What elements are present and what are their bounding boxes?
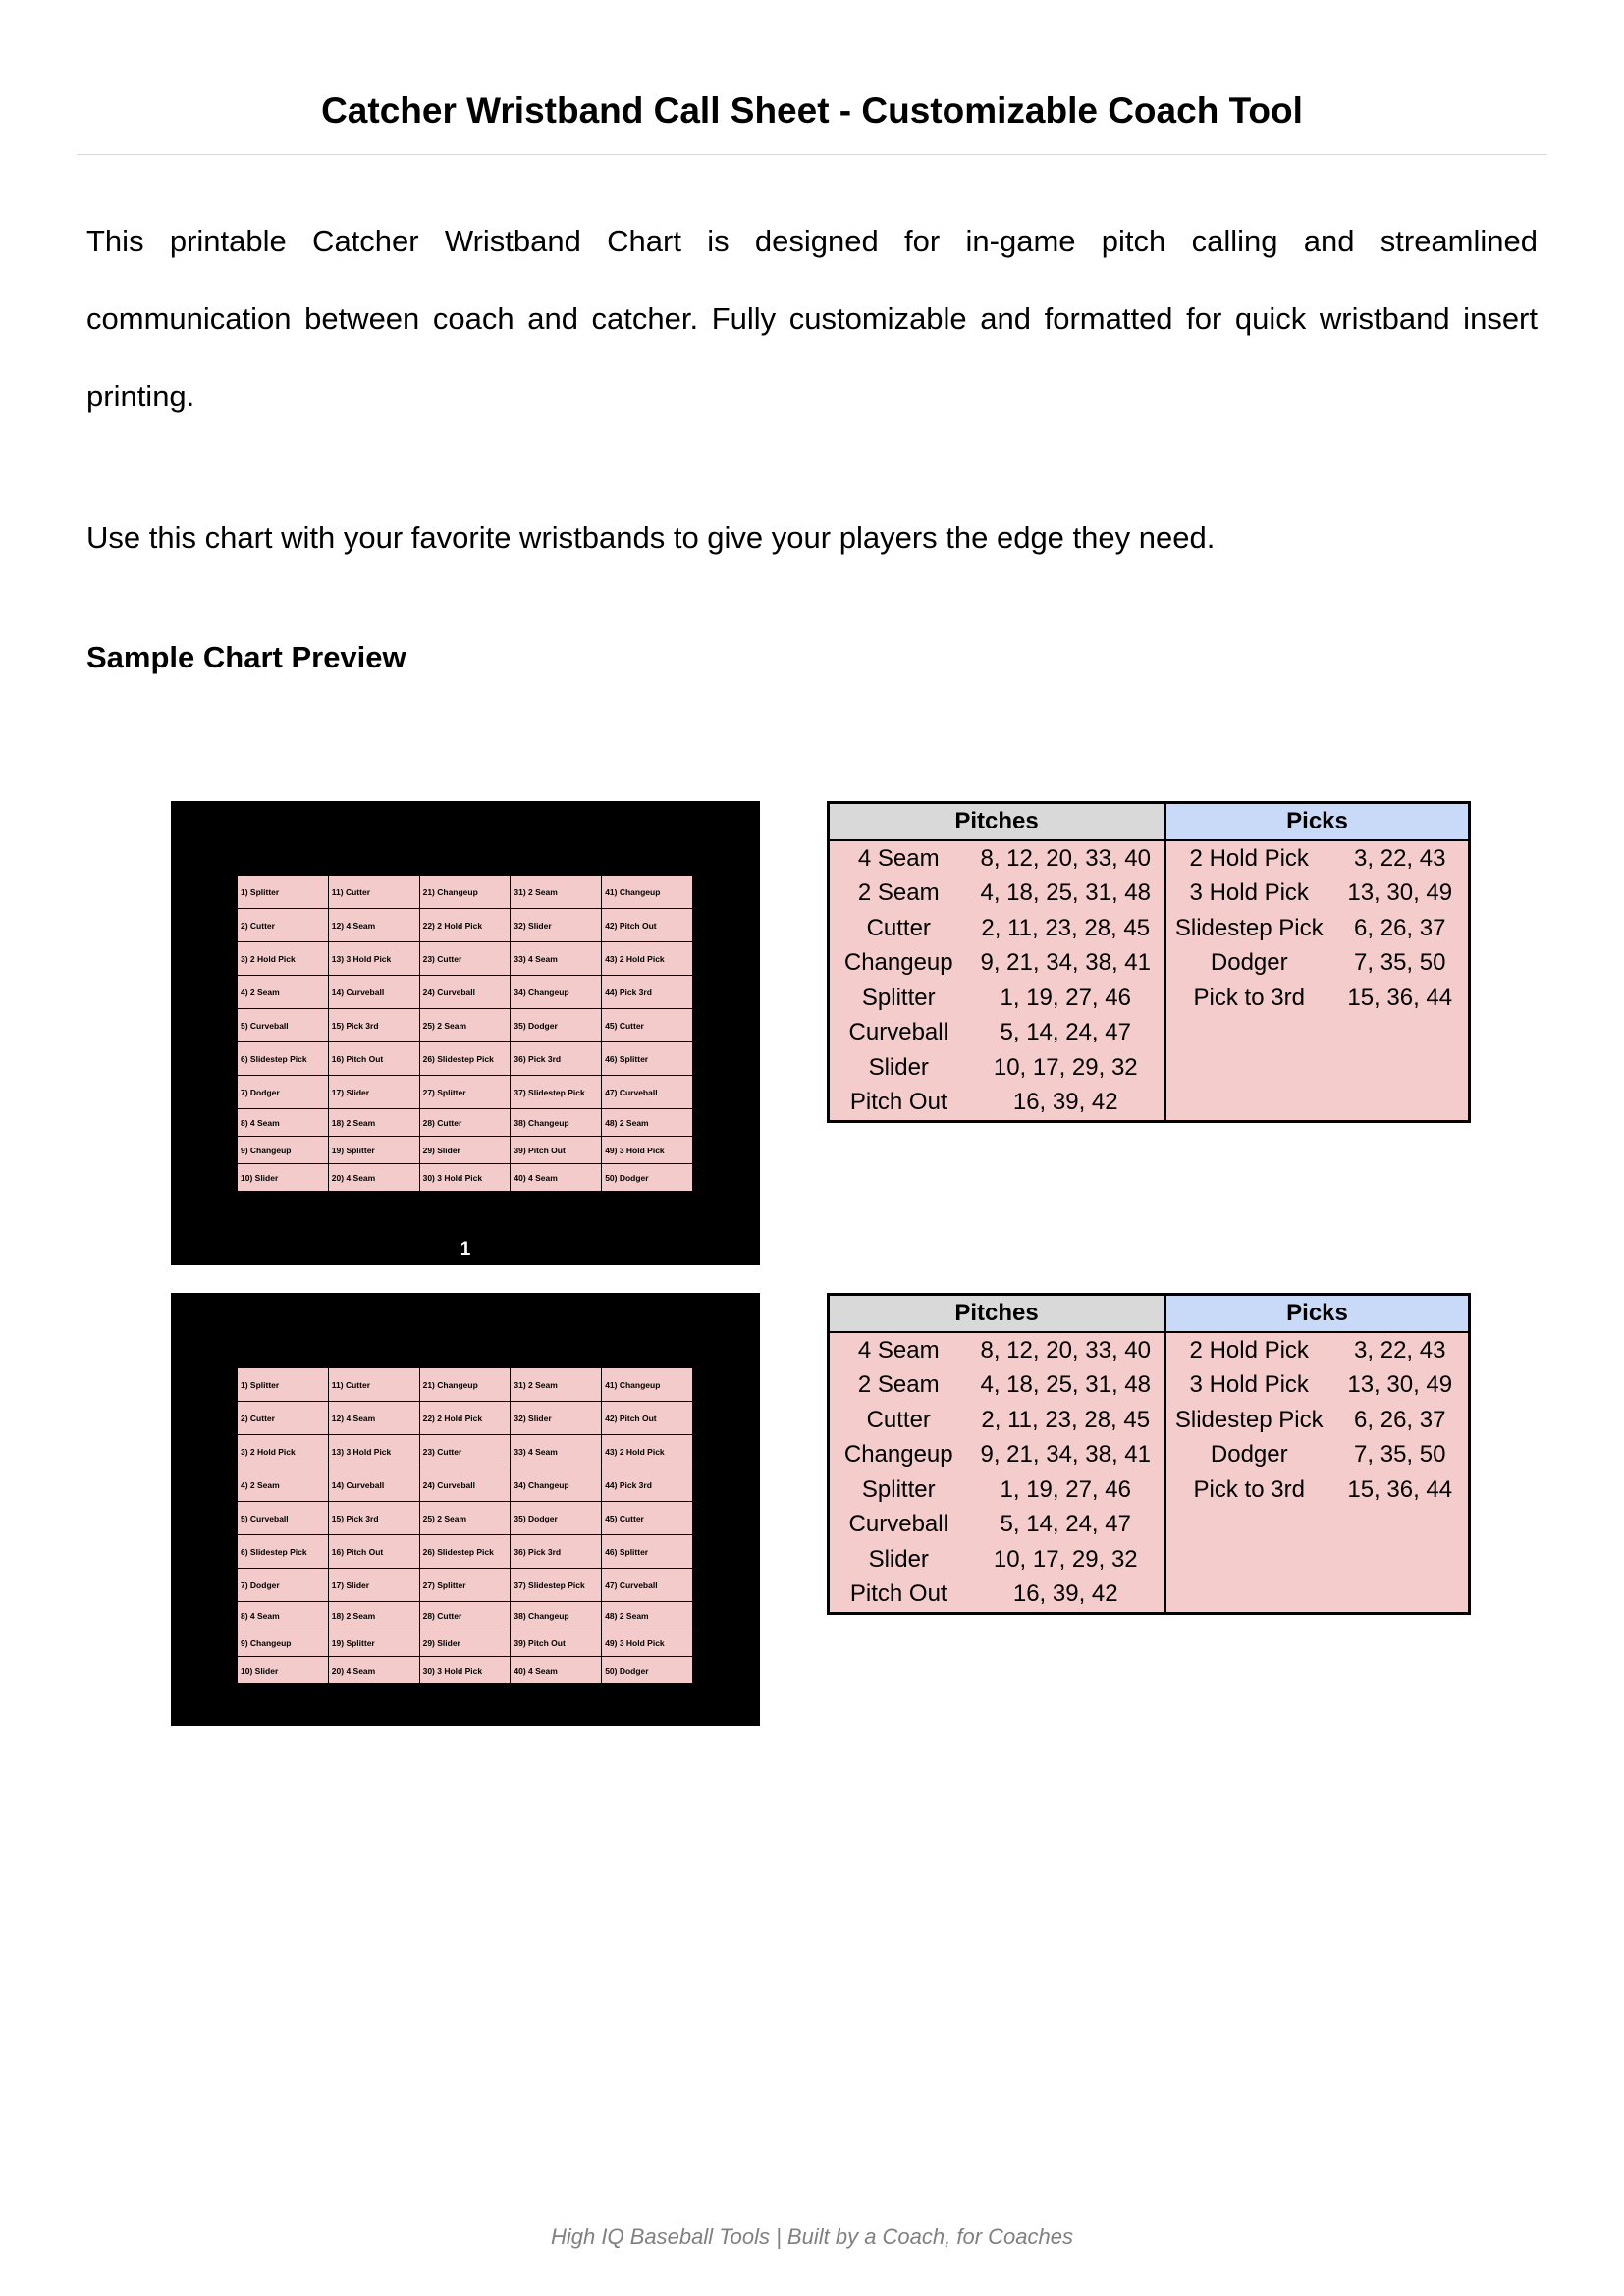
pick-numbers: 13, 30, 49 — [1332, 877, 1470, 912]
key-row — [829, 981, 1470, 1016]
wristband-cell: 22) 2 Hold Pick — [419, 1402, 511, 1435]
section-heading: Sample Chart Preview — [86, 640, 406, 674]
pick-numbers — [1332, 1016, 1470, 1051]
pitch-name: Pitch Out — [829, 1086, 968, 1122]
wristband-cell: 23) Cutter — [419, 1435, 511, 1468]
pitch-name: 4 Seam — [829, 1332, 968, 1368]
wristband-cell: 7) Dodger — [238, 1076, 329, 1109]
wristband-cell: 39) Pitch Out — [511, 1137, 602, 1164]
wristband-cell: 17) Slider — [328, 1569, 419, 1602]
pitch-numbers: 2, 11, 23, 28, 45 — [968, 1403, 1165, 1438]
wristband-cell: 1) Splitter — [238, 876, 329, 909]
wristband-cell: 20) 4 Seam — [328, 1164, 419, 1192]
pick-numbers — [1332, 1577, 1470, 1614]
pitch-name: 4 Seam — [829, 840, 968, 877]
wristband-row — [238, 1502, 693, 1535]
pitch-name: Cutter — [829, 911, 968, 946]
wristband-row — [238, 1137, 693, 1164]
key-row — [829, 1438, 1470, 1473]
wristband-cell: 32) Slider — [511, 1402, 602, 1435]
pick-numbers — [1332, 1086, 1470, 1122]
wristband-cell: 29) Slider — [419, 1137, 511, 1164]
pick-name — [1165, 1086, 1332, 1122]
wristband-preview — [171, 1293, 760, 1726]
wristband-cell: 36) Pick 3rd — [511, 1535, 602, 1569]
pitch-name: 2 Seam — [829, 877, 968, 912]
pick-name — [1165, 1508, 1332, 1543]
wristband-row — [238, 1402, 693, 1435]
wristband-cell: 3) 2 Hold Pick — [238, 1435, 329, 1468]
key-row — [829, 877, 1470, 912]
wristband-cell: 10) Slider — [238, 1164, 329, 1192]
wristband-row — [238, 1009, 693, 1042]
wristband-cell: 18) 2 Seam — [328, 1109, 419, 1137]
pitch-numbers: 9, 21, 34, 38, 41 — [968, 946, 1165, 982]
wristband-cell: 15) Pick 3rd — [328, 1502, 419, 1535]
pick-name: 2 Hold Pick — [1165, 1332, 1332, 1368]
wristband-cell: 47) Curveball — [602, 1076, 693, 1109]
pitch-numbers: 4, 18, 25, 31, 48 — [968, 877, 1165, 912]
wristband-cell: 41) Changeup — [602, 876, 693, 909]
wristband-cell: 32) Slider — [511, 909, 602, 942]
pick-name: Slidestep Pick — [1165, 1403, 1332, 1438]
wristband-cell: 42) Pitch Out — [602, 909, 693, 942]
pick-numbers: 15, 36, 44 — [1332, 981, 1470, 1016]
pitch-name: Pitch Out — [829, 1577, 968, 1614]
pitch-numbers: 16, 39, 42 — [968, 1086, 1165, 1122]
wristband-cell: 6) Slidestep Pick — [238, 1535, 329, 1569]
wristband-cell: 3) 2 Hold Pick — [238, 942, 329, 976]
key-row — [829, 946, 1470, 982]
wristband-cell: 18) 2 Seam — [328, 1602, 419, 1629]
pick-numbers: 13, 30, 49 — [1332, 1368, 1470, 1404]
pick-numbers: 6, 26, 37 — [1332, 911, 1470, 946]
wristband-cell: 27) Splitter — [419, 1569, 511, 1602]
wristband-cell: 29) Slider — [419, 1629, 511, 1657]
pick-name — [1165, 1542, 1332, 1577]
key-row — [829, 911, 1470, 946]
pitch-numbers: 2, 11, 23, 28, 45 — [968, 911, 1165, 946]
wristband-cell: 37) Slidestep Pick — [511, 1076, 602, 1109]
wristband-cell: 11) Cutter — [328, 1368, 419, 1402]
wristband-cell: 13) 3 Hold Pick — [328, 1435, 419, 1468]
key-row — [829, 1016, 1470, 1051]
wristband-cell: 27) Splitter — [419, 1076, 511, 1109]
wristband-cell: 26) Slidestep Pick — [419, 1535, 511, 1569]
wristband-cell: 2) Cutter — [238, 909, 329, 942]
pick-numbers: 3, 22, 43 — [1332, 1332, 1470, 1368]
pick-name: 3 Hold Pick — [1165, 877, 1332, 912]
wristband-cell: 9) Changeup — [238, 1629, 329, 1657]
wristband-cell: 5) Curveball — [238, 1502, 329, 1535]
wristband-cell: 19) Splitter — [328, 1629, 419, 1657]
wristband-cell: 45) Cutter — [602, 1009, 693, 1042]
wristband-cell: 16) Pitch Out — [328, 1535, 419, 1569]
wristband-row — [238, 1435, 693, 1468]
wristband-cell: 41) Changeup — [602, 1368, 693, 1402]
wristband-cell: 35) Dodger — [511, 1009, 602, 1042]
pitch-name: Changeup — [829, 1438, 968, 1473]
page-title: Catcher Wristband Call Sheet - Customizable Coach Tool — [321, 90, 1303, 131]
pitch-numbers: 16, 39, 42 — [968, 1577, 1165, 1614]
wristband-row — [238, 1569, 693, 1602]
wristband-cell: 21) Changeup — [419, 1368, 511, 1402]
wristband-cell: 11) Cutter — [328, 876, 419, 909]
wristband-cell: 12) 4 Seam — [328, 1402, 419, 1435]
wristband-cell: 43) 2 Hold Pick — [602, 942, 693, 976]
pick-name: 2 Hold Pick — [1165, 840, 1332, 877]
wristband-cell: 12) 4 Seam — [328, 909, 419, 942]
pitch-name: 2 Seam — [829, 1368, 968, 1404]
pitch-numbers: 8, 12, 20, 33, 40 — [968, 840, 1165, 877]
wristband-row — [238, 909, 693, 942]
wristband-cell: 47) Curveball — [602, 1569, 693, 1602]
wristband-cell: 38) Changeup — [511, 1602, 602, 1629]
picks-header: Picks — [1165, 803, 1470, 841]
wristband-row — [238, 1535, 693, 1569]
key-row — [829, 1086, 1470, 1122]
wristband-preview — [171, 801, 760, 1265]
pitch-name: Cutter — [829, 1403, 968, 1438]
pitch-numbers: 1, 19, 27, 46 — [968, 1472, 1165, 1508]
wristband-cell: 25) 2 Seam — [419, 1009, 511, 1042]
wristband-cell: 45) Cutter — [602, 1502, 693, 1535]
pitch-key-table — [827, 801, 1471, 1123]
wristband-cell: 15) Pick 3rd — [328, 1009, 419, 1042]
key-row — [829, 1542, 1470, 1577]
wristband-cell: 48) 2 Seam — [602, 1602, 693, 1629]
pitch-name: Changeup — [829, 946, 968, 982]
wristband-cell: 4) 2 Seam — [238, 1468, 329, 1502]
wristband-row — [238, 942, 693, 976]
wristband-grid — [237, 1367, 693, 1684]
pick-name: Dodger — [1165, 946, 1332, 982]
wristband-row — [238, 1164, 693, 1192]
wristband-cell: 24) Curveball — [419, 1468, 511, 1502]
pitch-name: Curveball — [829, 1016, 968, 1051]
title-divider — [77, 154, 1547, 155]
wristband-row — [238, 1042, 693, 1076]
pick-numbers: 6, 26, 37 — [1332, 1403, 1470, 1438]
pick-name: Dodger — [1165, 1438, 1332, 1473]
wristband-cell: 50) Dodger — [602, 1657, 693, 1684]
wristband-cell: 28) Cutter — [419, 1602, 511, 1629]
wristband-cell: 48) 2 Seam — [602, 1109, 693, 1137]
key-row — [829, 1332, 1470, 1368]
pick-numbers — [1332, 1508, 1470, 1543]
wristband-row — [238, 876, 693, 909]
wristband-row — [238, 1109, 693, 1137]
key-row — [829, 1368, 1470, 1404]
pitch-numbers: 8, 12, 20, 33, 40 — [968, 1332, 1165, 1368]
wristband-cell: 28) Cutter — [419, 1109, 511, 1137]
pick-name: Pick to 3rd — [1165, 981, 1332, 1016]
pick-numbers — [1332, 1542, 1470, 1577]
wristband-cell: 6) Slidestep Pick — [238, 1042, 329, 1076]
wristband-cell: 40) 4 Seam — [511, 1164, 602, 1192]
wristband-cell: 44) Pick 3rd — [602, 976, 693, 1009]
wristband-cell: 24) Curveball — [419, 976, 511, 1009]
wristband-cell: 19) Splitter — [328, 1137, 419, 1164]
key-row — [829, 1472, 1470, 1508]
pick-name — [1165, 1577, 1332, 1614]
pitch-numbers: 9, 21, 34, 38, 41 — [968, 1438, 1165, 1473]
wristband-cell: 44) Pick 3rd — [602, 1468, 693, 1502]
pitch-name: Slider — [829, 1542, 968, 1577]
picks-header: Picks — [1165, 1295, 1470, 1333]
wristband-cell: 37) Slidestep Pick — [511, 1569, 602, 1602]
pitch-numbers: 5, 14, 24, 47 — [968, 1508, 1165, 1543]
wristband-cell: 10) Slider — [238, 1657, 329, 1684]
page-number: 1 — [460, 1239, 471, 1259]
wristband-cell: 49) 3 Hold Pick — [602, 1137, 693, 1164]
wristband-cell: 13) 3 Hold Pick — [328, 942, 419, 976]
wristband-cell: 34) Changeup — [511, 976, 602, 1009]
pick-numbers: 3, 22, 43 — [1332, 840, 1470, 877]
key-row — [829, 840, 1470, 877]
wristband-cell: 30) 3 Hold Pick — [419, 1164, 511, 1192]
wristband-cell: 36) Pick 3rd — [511, 1042, 602, 1076]
pick-name: 3 Hold Pick — [1165, 1368, 1332, 1404]
wristband-cell: 50) Dodger — [602, 1164, 693, 1192]
wristband-cell: 8) 4 Seam — [238, 1109, 329, 1137]
wristband-cell: 39) Pitch Out — [511, 1629, 602, 1657]
wristband-cell: 8) 4 Seam — [238, 1602, 329, 1629]
wristband-row — [238, 1602, 693, 1629]
wristband-cell: 26) Slidestep Pick — [419, 1042, 511, 1076]
pick-numbers — [1332, 1050, 1470, 1086]
intro-paragraph: This printable Catcher Wristband Chart is designed for in-game pitch calling and streamlined communication between coach and catcher. Fully customizable and formatted for quick wristband insert printing. — [86, 224, 1538, 413]
footer: High IQ Baseball Tools | Built by a Coach, for Coaches — [551, 2224, 1073, 2249]
pitch-name: Splitter — [829, 1472, 968, 1508]
wristband-cell: 14) Curveball — [328, 976, 419, 1009]
wristband-cell: 23) Cutter — [419, 942, 511, 976]
pick-name — [1165, 1050, 1332, 1086]
pick-name — [1165, 1016, 1332, 1051]
pitch-name: Curveball — [829, 1508, 968, 1543]
pitches-header: Pitches — [829, 1295, 1165, 1333]
wristband-cell: 2) Cutter — [238, 1402, 329, 1435]
wristband-cell: 16) Pitch Out — [328, 1042, 419, 1076]
pitch-name: Splitter — [829, 981, 968, 1016]
wristband-cell: 31) 2 Seam — [511, 1368, 602, 1402]
key-row — [829, 1508, 1470, 1543]
wristband-cell: 7) Dodger — [238, 1569, 329, 1602]
pick-name: Pick to 3rd — [1165, 1472, 1332, 1508]
pitch-name: Slider — [829, 1050, 968, 1086]
wristband-cell: 20) 4 Seam — [328, 1657, 419, 1684]
pick-numbers: 15, 36, 44 — [1332, 1472, 1470, 1508]
wristband-grid — [237, 875, 693, 1192]
pitch-numbers: 1, 19, 27, 46 — [968, 981, 1165, 1016]
pick-numbers: 7, 35, 50 — [1332, 946, 1470, 982]
wristband-cell: 42) Pitch Out — [602, 1402, 693, 1435]
wristband-cell: 46) Splitter — [602, 1042, 693, 1076]
wristband-cell: 40) 4 Seam — [511, 1657, 602, 1684]
pitches-header: Pitches — [829, 803, 1165, 841]
wristband-cell: 14) Curveball — [328, 1468, 419, 1502]
pick-name: Slidestep Pick — [1165, 911, 1332, 946]
wristband-cell: 22) 2 Hold Pick — [419, 909, 511, 942]
pick-numbers: 7, 35, 50 — [1332, 1438, 1470, 1473]
key-row — [829, 1050, 1470, 1086]
wristband-cell: 31) 2 Seam — [511, 876, 602, 909]
wristband-cell: 33) 4 Seam — [511, 1435, 602, 1468]
wristband-cell: 17) Slider — [328, 1076, 419, 1109]
wristband-row — [238, 1468, 693, 1502]
wristband-cell: 5) Curveball — [238, 1009, 329, 1042]
wristband-row — [238, 1076, 693, 1109]
pitch-numbers: 10, 17, 29, 32 — [968, 1542, 1165, 1577]
wristband-cell: 38) Changeup — [511, 1109, 602, 1137]
pitch-numbers: 10, 17, 29, 32 — [968, 1050, 1165, 1086]
wristband-row — [238, 1657, 693, 1684]
key-row — [829, 1403, 1470, 1438]
wristband-cell: 1) Splitter — [238, 1368, 329, 1402]
wristband-cell: 49) 3 Hold Pick — [602, 1629, 693, 1657]
pitch-numbers: 4, 18, 25, 31, 48 — [968, 1368, 1165, 1404]
pitch-key-table — [827, 1293, 1471, 1615]
wristband-cell: 46) Splitter — [602, 1535, 693, 1569]
wristband-row — [238, 1368, 693, 1402]
pitch-numbers: 5, 14, 24, 47 — [968, 1016, 1165, 1051]
wristband-cell: 34) Changeup — [511, 1468, 602, 1502]
wristband-cell: 21) Changeup — [419, 876, 511, 909]
wristband-cell: 25) 2 Seam — [419, 1502, 511, 1535]
wristband-row — [238, 976, 693, 1009]
wristband-cell: 9) Changeup — [238, 1137, 329, 1164]
wristband-cell: 43) 2 Hold Pick — [602, 1435, 693, 1468]
wristband-cell: 4) 2 Seam — [238, 976, 329, 1009]
usage-paragraph: Use this chart with your favorite wristbands to give your players the edge they need. — [86, 520, 1216, 555]
wristband-cell: 35) Dodger — [511, 1502, 602, 1535]
wristband-cell: 30) 3 Hold Pick — [419, 1657, 511, 1684]
wristband-cell: 33) 4 Seam — [511, 942, 602, 976]
wristband-row — [238, 1629, 693, 1657]
key-row — [829, 1577, 1470, 1614]
